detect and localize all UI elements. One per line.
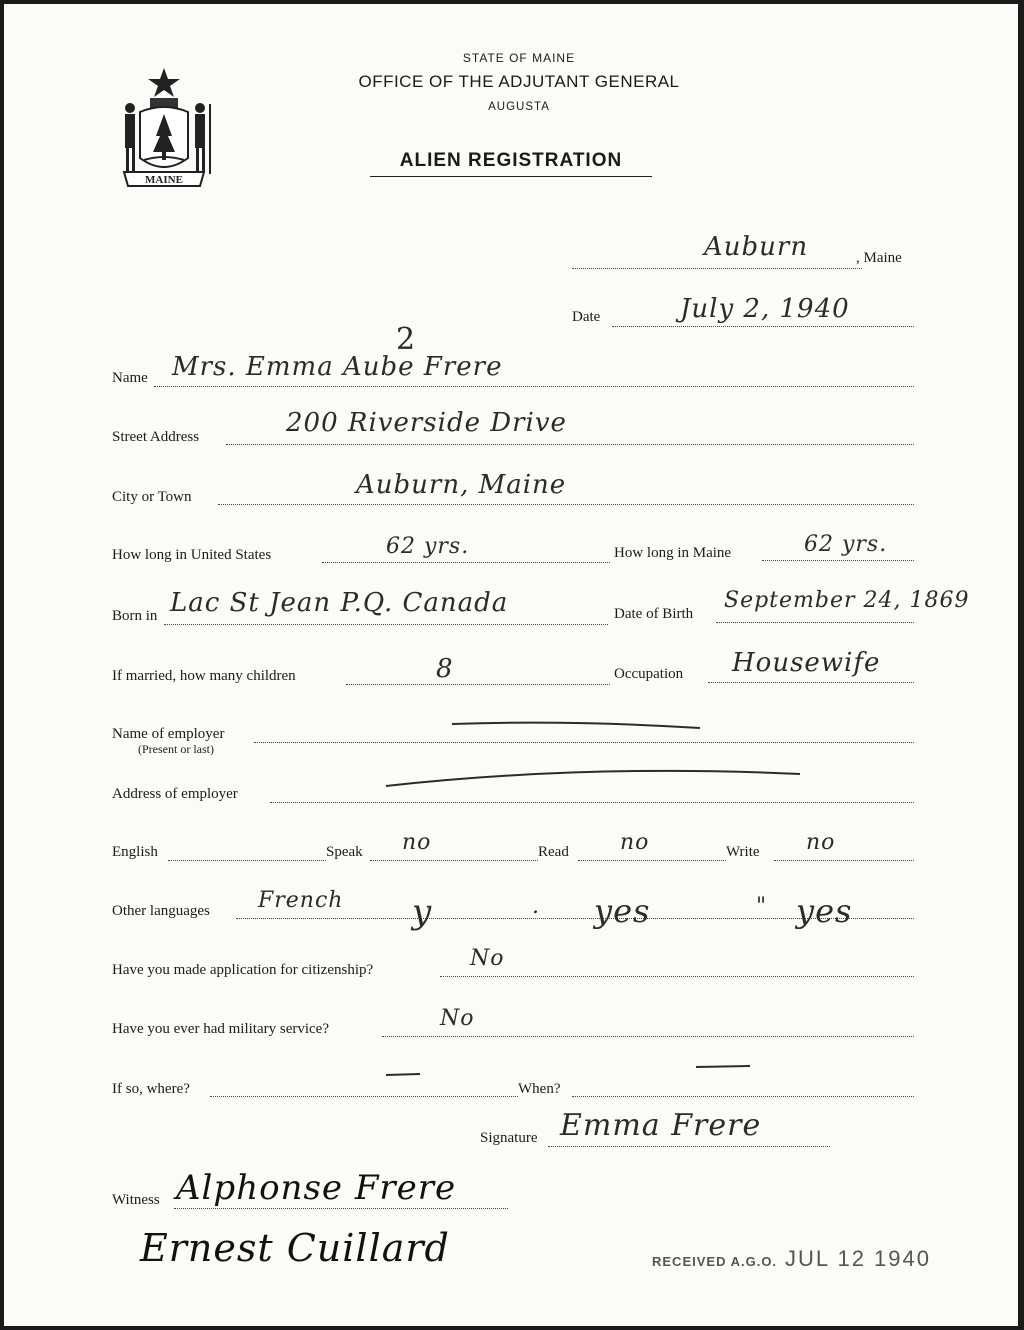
occupation-value: Housewife	[732, 648, 881, 678]
english-speak-value: no	[402, 830, 432, 855]
how-long-us-value: 62 yrs.	[386, 534, 470, 559]
place-label: , Maine	[856, 250, 902, 266]
where-line	[210, 1096, 518, 1097]
employer-name-sublabel: (Present or last)	[138, 742, 214, 756]
form-title: ALIEN REGISTRATION	[370, 150, 652, 177]
place-line	[572, 268, 862, 269]
date-line	[612, 326, 914, 327]
signature-label: Signature	[480, 1130, 538, 1146]
how-long-maine-value: 62 yrs.	[804, 532, 888, 557]
born-in-value: Lac St Jean P.Q. Canada	[170, 588, 509, 618]
signature-value: Emma Frere	[560, 1108, 762, 1143]
registration-form	[4, 4, 1018, 1326]
employer-name-label: Name of employer	[112, 726, 225, 742]
other-languages-label: Other languages	[112, 903, 210, 919]
read-label: Read	[538, 844, 569, 860]
how-long-us-line	[322, 562, 610, 563]
citizenship-value: No	[470, 946, 505, 971]
english-label: English	[112, 844, 158, 860]
name-label: Name	[112, 370, 148, 386]
city-heading: AUGUSTA	[488, 101, 550, 113]
speak-line	[370, 860, 538, 861]
city-line	[218, 504, 914, 505]
where-dash	[384, 1070, 424, 1080]
employer-address-label: Address of employer	[112, 786, 238, 802]
employer-name-line	[254, 742, 914, 743]
when-dash	[694, 1062, 754, 1072]
seal-banner-text: MAINE	[145, 174, 183, 186]
read-line	[578, 860, 726, 861]
employer-address-dash	[384, 764, 804, 790]
employer-address-line	[270, 802, 914, 803]
english-read-value: no	[620, 830, 650, 855]
place-value: Auburn	[704, 232, 809, 262]
where-label: If so, where?	[112, 1081, 190, 1097]
record-number: 2	[396, 322, 417, 357]
when-label: When?	[518, 1081, 561, 1097]
write-label: Write	[726, 844, 760, 860]
occupation-label: Occupation	[614, 666, 684, 682]
military-value: No	[440, 1006, 475, 1031]
signature-line	[548, 1146, 830, 1147]
english-line	[168, 860, 326, 861]
born-in-line	[164, 624, 608, 625]
received-stamp	[652, 1246, 931, 1272]
write-line	[774, 860, 914, 861]
how-long-maine-label: How long in Maine	[614, 545, 732, 561]
street-address-line	[226, 444, 914, 445]
witness-label: Witness	[112, 1192, 160, 1208]
date-label: Date	[572, 309, 601, 325]
speak-label: Speak	[326, 844, 363, 860]
employer-name-dash	[450, 716, 710, 736]
witness-signature: Alphonse Frere	[176, 1168, 457, 1208]
children-value: 8	[436, 654, 454, 684]
military-line	[382, 1036, 914, 1037]
street-address-value: 200 Riverside Drive	[286, 408, 567, 438]
citizenship-label: Have you made application for citizenship?	[112, 962, 374, 978]
date-value: July 2, 1940	[680, 294, 850, 324]
other-language-value: French	[258, 888, 344, 913]
street-address-label: Street Address	[112, 429, 200, 445]
office-heading: OFFICE OF THE ADJUTANT GENERAL	[358, 72, 680, 91]
english-write-value: no	[806, 830, 836, 855]
name-line	[154, 386, 914, 387]
city-label: City or Town	[112, 489, 192, 505]
how-long-us-label: How long in United States	[112, 547, 272, 563]
witness-line	[174, 1208, 508, 1209]
name-value: Mrs. Emma Aube Frere	[172, 352, 503, 382]
second-witness-signature: Ernest Cuillard	[140, 1226, 450, 1270]
date-of-birth-value: September 24, 1869	[724, 588, 970, 613]
born-in-label: Born in	[112, 608, 158, 624]
ditto-mark-1: .	[532, 894, 540, 919]
children-label: If married, how many children	[112, 668, 296, 684]
other-language-write: yes	[796, 892, 853, 930]
date-of-birth-label: Date of Birth	[614, 606, 694, 622]
how-long-maine-line	[762, 560, 914, 561]
ditto-mark-2: "	[756, 894, 768, 919]
military-label: Have you ever had military service?	[112, 1021, 329, 1037]
other-language-read: yes	[594, 892, 651, 930]
received-stamp-text: RECEIVED A.G.O.	[652, 1254, 778, 1269]
state-heading: STATE OF MAINE	[462, 51, 576, 65]
when-line	[572, 1096, 914, 1097]
occupation-line	[708, 682, 914, 683]
city-value: Auburn, Maine	[356, 470, 567, 500]
children-line	[346, 684, 610, 685]
other-language-speak: y	[412, 892, 433, 932]
citizenship-line	[440, 976, 914, 977]
received-stamp-date: JUL 12 1940	[785, 1246, 931, 1271]
date-of-birth-line	[716, 622, 914, 623]
